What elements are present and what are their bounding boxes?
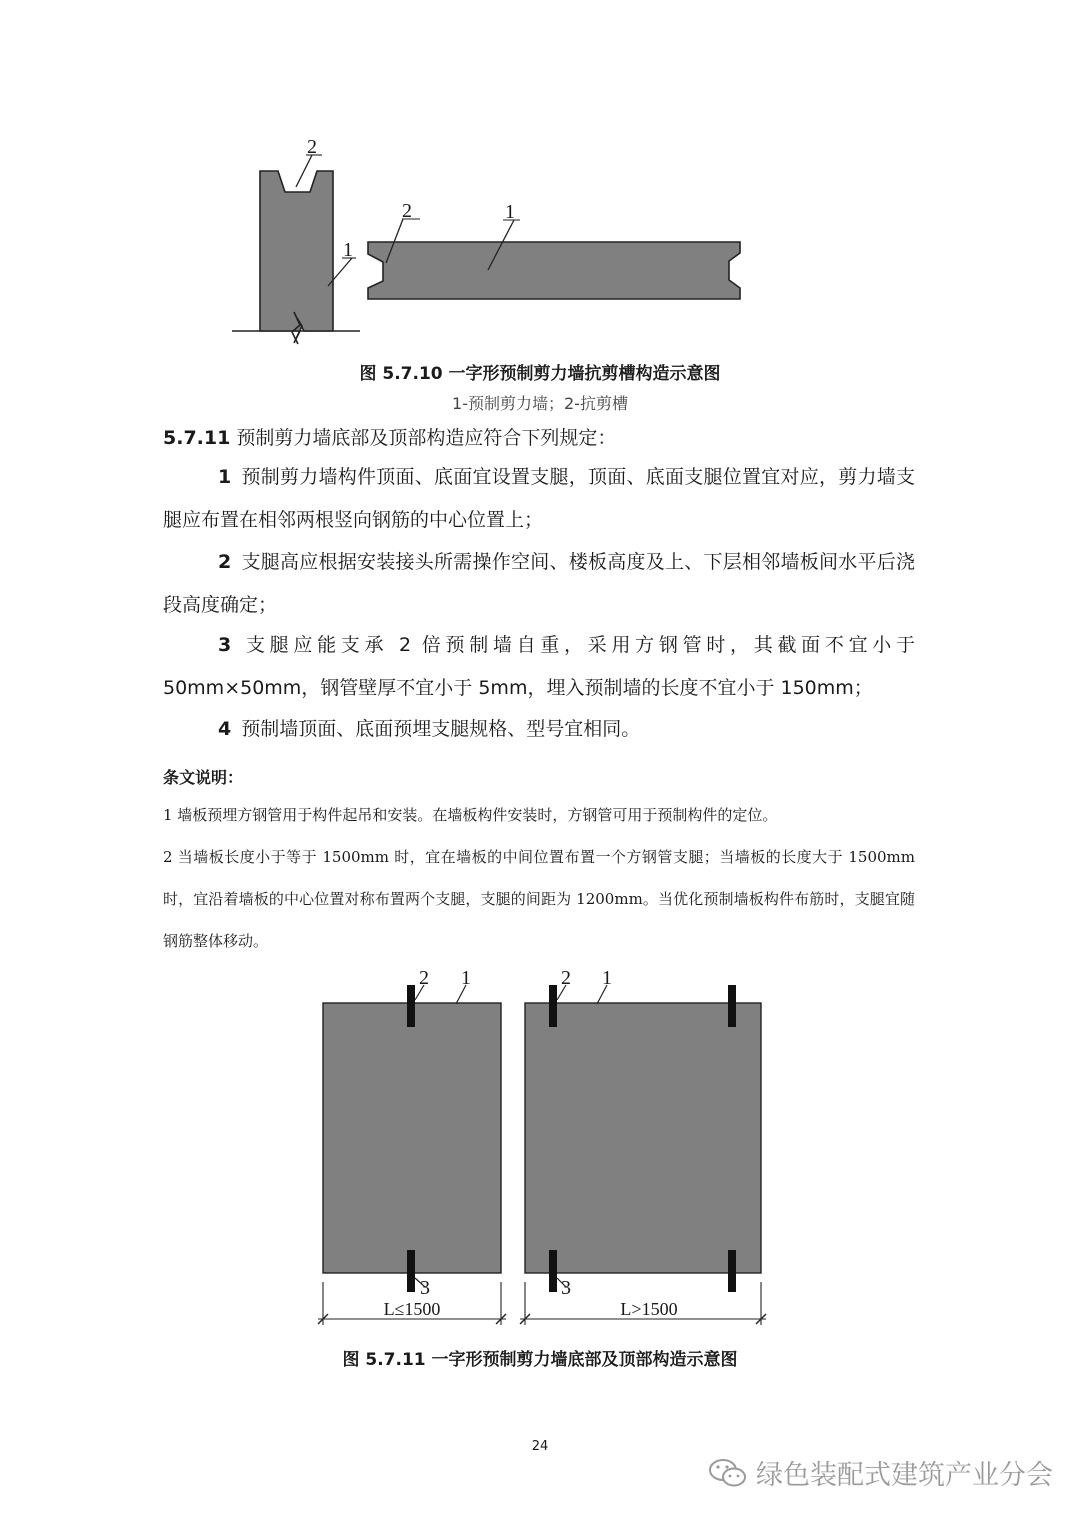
right-label-wall: 1 — [602, 967, 612, 989]
left-dimension-label: L≤1500 — [383, 1299, 441, 1319]
note-paragraph-1: 1 墙板预埋方钢管用于构件起吊和安装。在墙板构件安装时，方钢管可用于预制构件的定位。 — [163, 806, 778, 824]
left-label-wall: 1 — [461, 967, 471, 989]
right-bottom-leg-1 — [549, 1250, 557, 1292]
page-number: 24 — [531, 1439, 549, 1454]
item-number: 2 — [218, 551, 232, 573]
note-paragraph-2: 2 当墙板长度小于等于 1500mm 时，宜在墙板的中间位置布置一个方钢管支腿；当墙板的长度大于 1500mm 时，宜沿着墙板的中心位置对称布置两个支腿，支腿的间距为 1200mm。当优化预制墙板构件布筋时，支腿宜随钢筋整体移动。 — [163, 848, 915, 950]
figure-2-caption: 图 5.7.11 一字形预制剪力墙底部及顶部构造示意图 — [342, 1350, 738, 1370]
label-vertical-groove: 2 — [307, 136, 317, 158]
left-wall-panel — [323, 1003, 501, 1273]
left-label-leg: 2 — [419, 967, 429, 989]
right-label-bottom: 3 — [561, 1277, 571, 1299]
watermark-text: 绿色装配式建筑产业分会 — [756, 1460, 1053, 1491]
watermark — [708, 1453, 1053, 1492]
label-vertical-wall: 1 — [343, 239, 353, 261]
label-horizontal-groove: 2 — [402, 200, 412, 222]
item-text: 支腿高应根据安装接头所需操作空间、楼板高度及上、下层相邻墙板间水平后浇段高度确定； — [163, 551, 915, 616]
clause-title: 预制剪力墙底部及顶部构造应符合下列规定： — [236, 427, 617, 449]
left-label-bottom: 3 — [420, 1277, 430, 1299]
item-text: 预制墙顶面、底面预埋支腿规格、型号宜相同。 — [241, 718, 641, 740]
right-bottom-leg-2 — [728, 1250, 736, 1292]
item-number: 1 — [218, 466, 232, 488]
right-top-leg-2 — [728, 985, 736, 1027]
item-text: 预制剪力墙构件顶面、底面宜设置支腿，顶面、底面支腿位置宜对应，剪力墙支腿应布置在相邻两根竖向钢筋的中心位置上； — [163, 466, 915, 531]
right-label-leg: 2 — [561, 967, 571, 989]
clause-number: 5.7.11 — [163, 427, 231, 449]
left-top-leg — [407, 985, 415, 1027]
wechat-icon — [708, 1457, 748, 1489]
right-wall-panel — [525, 1003, 761, 1273]
item-number: 4 — [218, 718, 232, 740]
notes-title: 条文说明： — [163, 768, 244, 787]
left-bottom-leg — [407, 1250, 415, 1292]
right-dimension-label: L>1500 — [620, 1299, 678, 1319]
figure-1-caption: 图 5.7.10 一字形预制剪力墙抗剪槽构造示意图 — [359, 364, 721, 384]
item-text: 支腿应能支承 2 倍预制墙自重，采用方钢管时，其截面不宜小于 50mm×50mm，钢管壁厚不宜小于 5mm，埋入预制墙的长度不宜小于 150mm； — [163, 634, 915, 699]
right-top-leg-1 — [549, 985, 557, 1027]
label-horizontal-wall: 1 — [505, 201, 515, 223]
item-number: 3 — [218, 634, 232, 656]
figure-1-legend: 1-预制剪力墙；2-抗剪槽 — [452, 394, 628, 413]
